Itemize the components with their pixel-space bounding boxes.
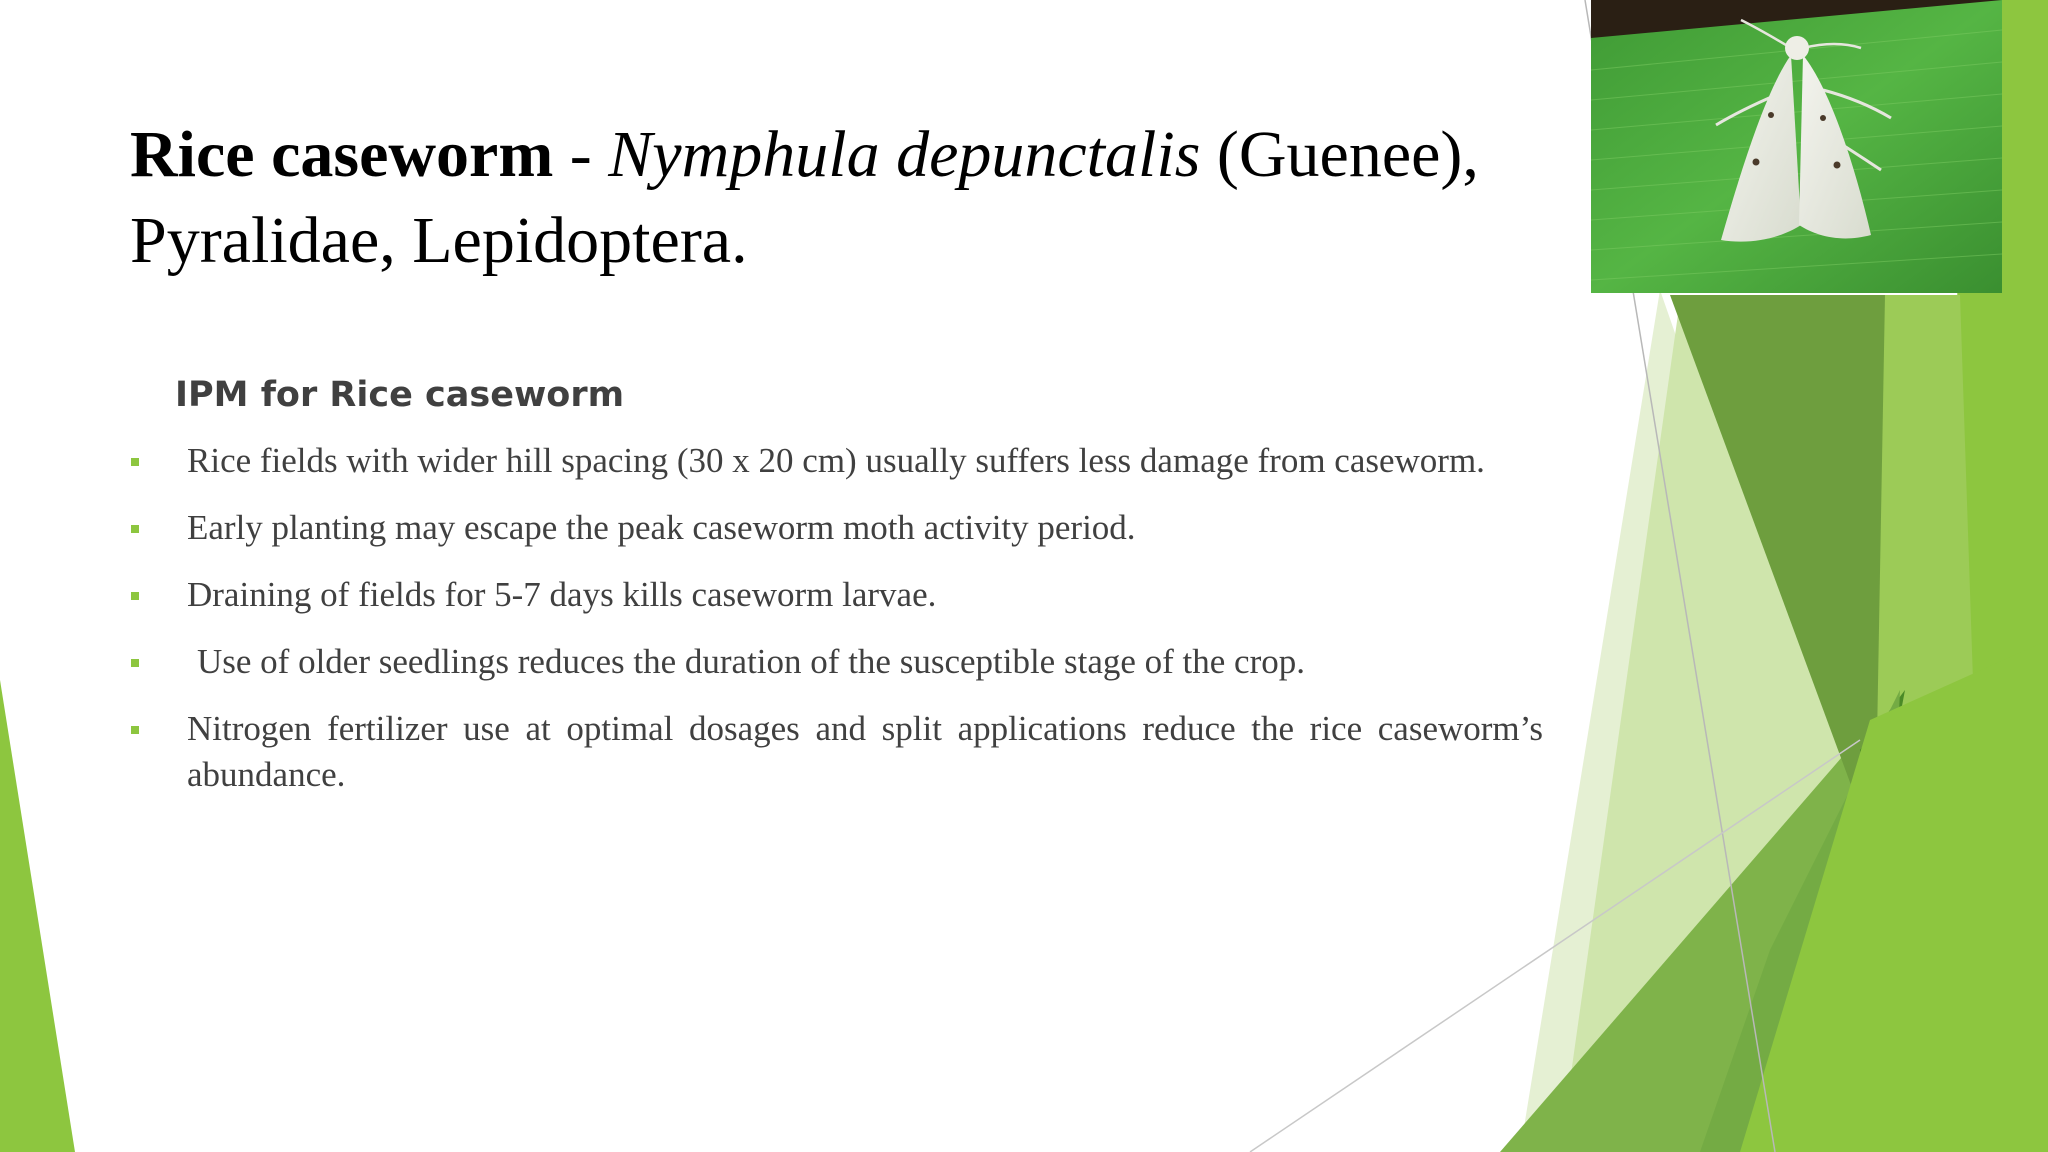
moth-head: [1785, 36, 1809, 60]
list-item: [130, 505, 1543, 551]
square-bullet-icon: [131, 525, 139, 533]
list-item: [130, 639, 1543, 685]
section-subheading: IPM for Rice caseworm: [175, 375, 625, 415]
bullet-text: Draining of fields for 5-7 days kills caseworm larvae.: [187, 575, 937, 614]
title-bold-part: Rice caseworm: [130, 118, 554, 191]
title-separator: -: [553, 118, 609, 191]
moth-photo: [1591, 0, 2002, 293]
left-green-sliver: [0, 680, 75, 1152]
list-item: [130, 572, 1543, 618]
square-bullet-icon: [131, 659, 139, 667]
list-item: [130, 706, 1543, 798]
bullet-text: Nitrogen fertilizer use at optimal dosages and split applications reduce the rice caseworm’s abundance.: [187, 709, 1543, 794]
title-scientific-name: Nymphula depunctalis: [608, 118, 1201, 191]
ipm-bullet-list: [130, 438, 1543, 819]
bullet-text: Early planting may escape the peak caseworm moth activity period.: [187, 508, 1136, 547]
title-taxonomy: Pyralidae, Lepidoptera.: [130, 204, 748, 277]
bullet-text: Rice fields with wider hill spacing (30 x 20 cm) usually suffers less damage from caseworm.: [187, 441, 1485, 480]
square-bullet-icon: [131, 592, 139, 600]
bullet-text: Use of older seedlings reduces the duration of the susceptible stage of the crop.: [197, 642, 1305, 681]
slide-title: [130, 112, 1580, 284]
title-author: (Guenee),: [1200, 118, 1479, 191]
list-item: [130, 438, 1543, 484]
square-bullet-icon: [131, 726, 139, 734]
square-bullet-icon: [131, 458, 139, 466]
